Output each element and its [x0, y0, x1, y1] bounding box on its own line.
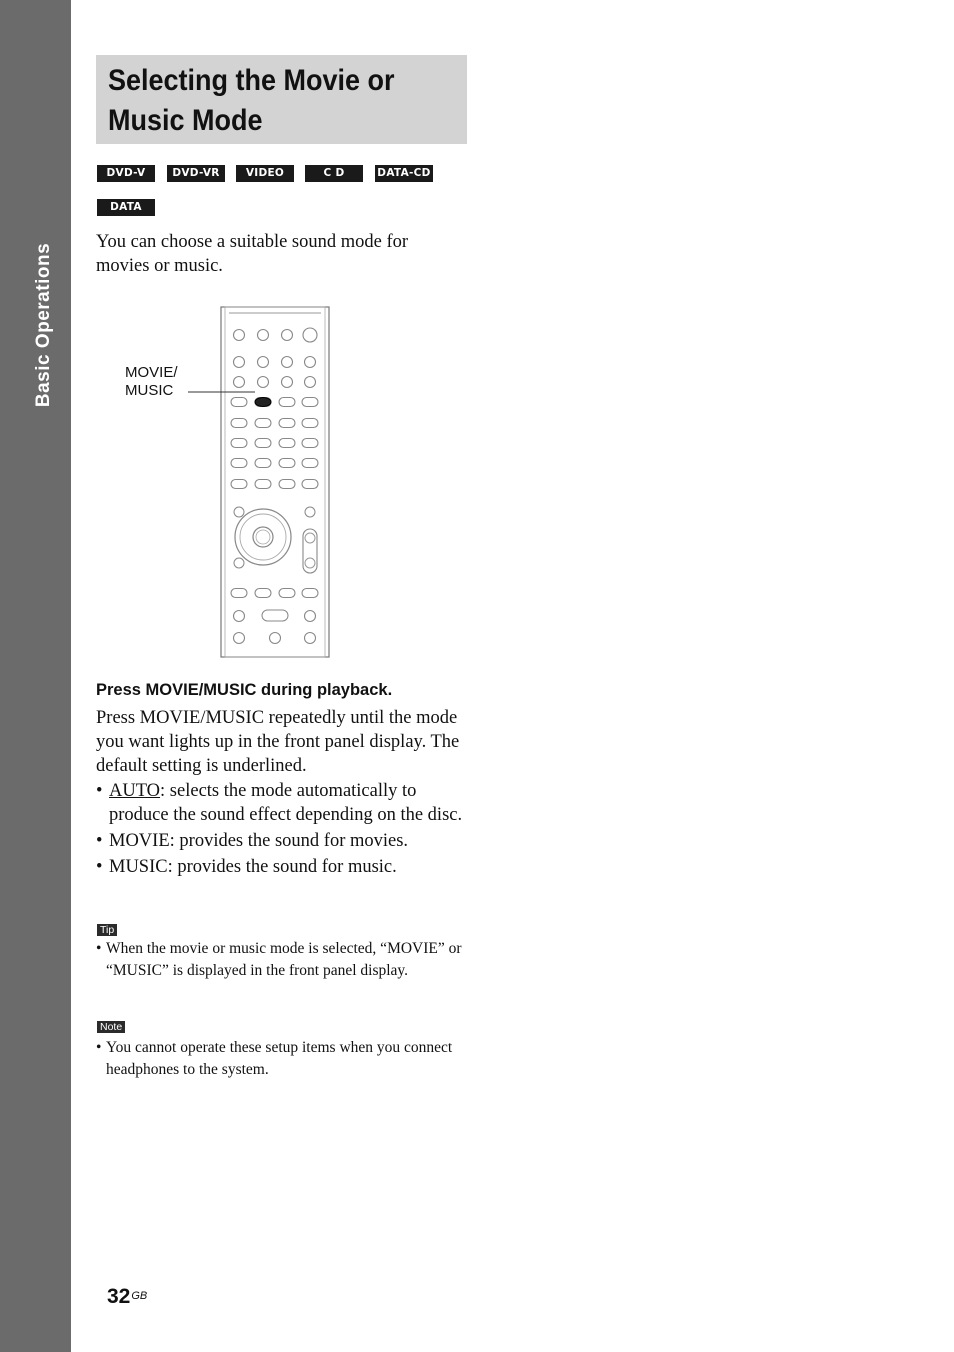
remote-button: [305, 611, 316, 622]
remote-button: [258, 377, 269, 388]
remote-button: [255, 589, 271, 598]
remote-button: [234, 330, 245, 341]
remote-button: [234, 633, 245, 644]
note-body: You cannot operate these setup items when you connect headphones to the system.: [106, 1039, 453, 1078]
options-list: [96, 779, 466, 881]
remote-button: [255, 439, 271, 448]
note-label: Note: [97, 1021, 125, 1033]
remote-button: [305, 377, 316, 388]
option-desc: : provides the sound for movies.: [169, 831, 409, 851]
option-term-auto: AUTO: [109, 781, 161, 801]
remote-button: [258, 357, 269, 368]
remote-button: [255, 419, 271, 428]
remote-button: [234, 611, 245, 622]
remote-button: [305, 357, 316, 368]
remote-button: [279, 459, 295, 468]
remote-button: [302, 459, 318, 468]
callout-label-line1: MOVIE/: [125, 364, 178, 381]
remote-button: [303, 328, 317, 342]
option-desc: : selects the mode automatically to produce the sound effect depending on the disc.: [109, 781, 463, 825]
remote-button: [302, 439, 318, 448]
page-number: [107, 1284, 147, 1310]
remote-button: [305, 633, 316, 644]
badge-cd: C D: [305, 165, 363, 182]
remote-button: [302, 480, 318, 489]
remote-button: [279, 419, 295, 428]
option-term-music: MUSIC: [109, 857, 168, 877]
tip-text: • When the movie or music mode is selected, “MOVIE” or “MUSIC” is displayed in the front panel display.: [96, 940, 462, 979]
list-item: [96, 829, 466, 853]
remote-button: [258, 330, 269, 341]
remote-button: [282, 330, 293, 341]
remote-button: [279, 398, 295, 407]
remote-button: [255, 459, 271, 468]
tip-body: When the movie or music mode is selected, “MOVIE” or “MUSIC” is displayed in the front panel display.: [106, 940, 462, 979]
remote-button: [231, 589, 247, 598]
badge-dvd-v: DVD-V: [97, 165, 155, 182]
remote-button: [279, 589, 295, 598]
remote-figure: [120, 305, 335, 665]
remote-illustration: [120, 305, 335, 660]
badge-data-cd: DATA-CD: [375, 165, 433, 182]
remote-button: [234, 357, 245, 368]
remote-button: [302, 398, 318, 407]
list-item: [96, 855, 466, 879]
intro-text: You can choose a suitable sound mode for movies or music.: [96, 232, 409, 276]
remote-button: [234, 377, 245, 388]
side-band: [0, 0, 71, 1352]
remote-button: [279, 439, 295, 448]
page-number-value: 32: [107, 1285, 131, 1308]
list-item: [96, 779, 466, 827]
badge-video-cd: VIDEO CD: [236, 165, 294, 182]
remote-button: [255, 480, 271, 489]
callout-label-line2: MUSIC: [125, 382, 174, 399]
step-heading: Press MOVIE/MUSIC during playback.: [96, 681, 393, 699]
page-title: Selecting the Movie or Music Mode: [108, 64, 395, 137]
option-desc: : provides the sound for music.: [167, 857, 397, 877]
section-label: Basic Operations: [33, 242, 54, 408]
page-suffix: GB: [131, 1290, 148, 1302]
note-text: • You cannot operate these setup items when you connect headphones to the system.: [96, 1039, 453, 1078]
title-box: [96, 55, 467, 144]
remote-button: [231, 419, 247, 428]
remote-button: [270, 633, 281, 644]
remote-button: [302, 419, 318, 428]
remote-button: [282, 357, 293, 368]
remote-button: [231, 480, 247, 489]
badge-data-dvd: DATA DVD: [97, 199, 155, 216]
remote-button: [282, 377, 293, 388]
remote-button: [231, 439, 247, 448]
remote-button: [279, 480, 295, 489]
remote-button: [231, 459, 247, 468]
step-body: Press MOVIE/MUSIC repeatedly until the mode you want lights up in the front panel display. The default setting is underlined.: [96, 708, 460, 776]
badge-dvd-vr: DVD-VR: [167, 165, 225, 182]
option-term-movie: MOVIE: [109, 831, 170, 851]
tip-label: Tip: [97, 924, 117, 936]
remote-button: [231, 398, 247, 407]
remote-button: [302, 589, 318, 598]
